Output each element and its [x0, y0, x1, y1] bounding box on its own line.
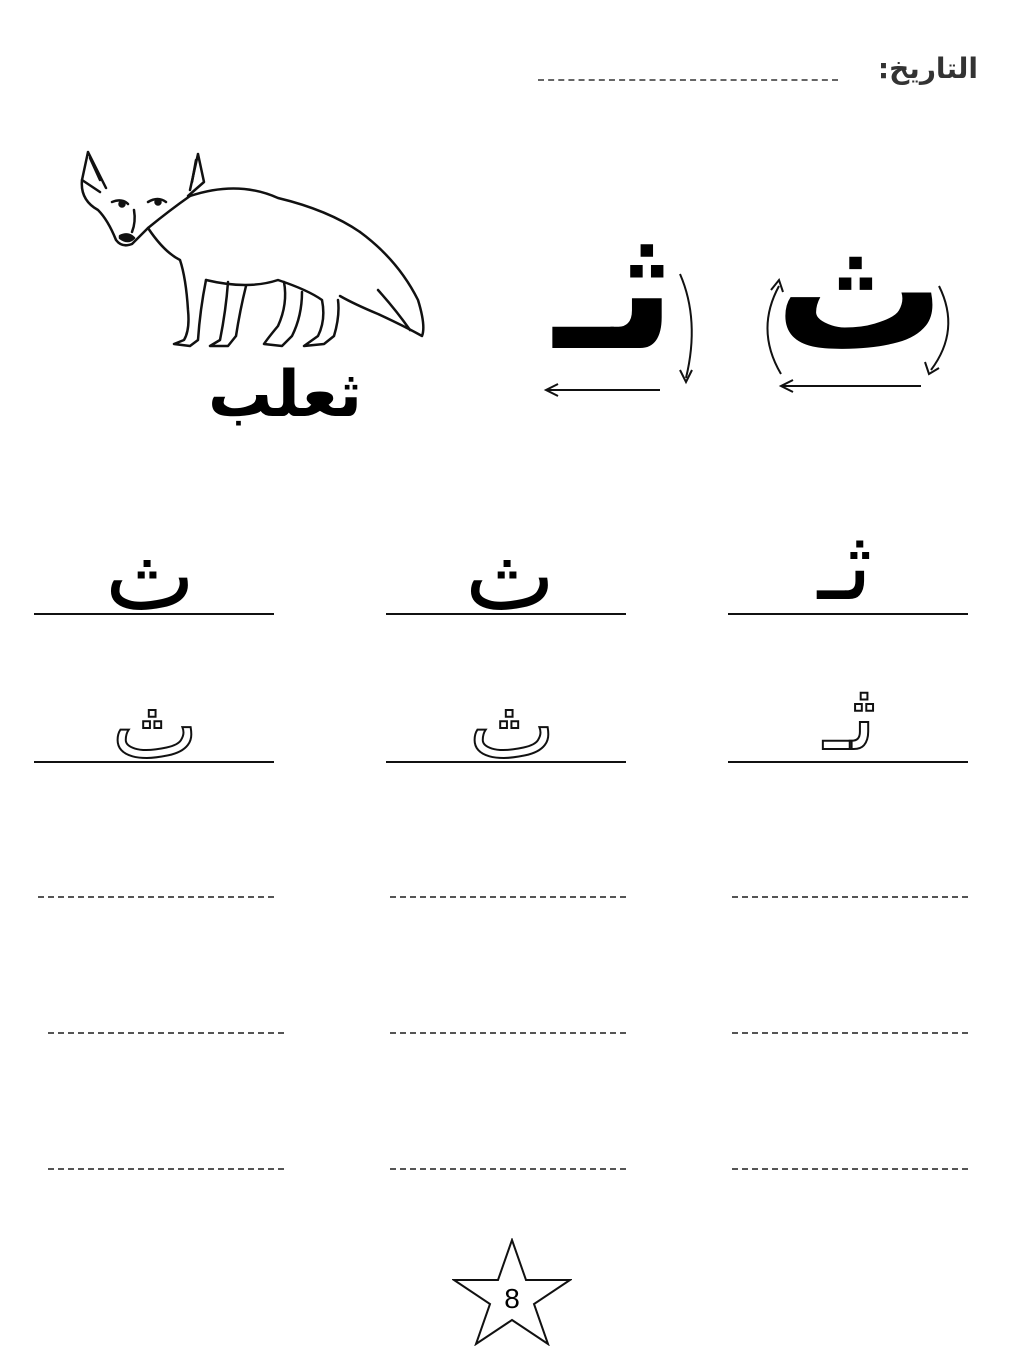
writing-line [386, 761, 626, 763]
practice-line[interactable] [732, 896, 968, 898]
writing-line [728, 761, 968, 763]
writing-line [728, 613, 968, 615]
letter-isolated-large: ث [774, 191, 946, 389]
reference-letter-3: ثـ [817, 510, 873, 622]
stroke-direction-arrow-icon [540, 270, 710, 400]
fox-illustration [78, 140, 428, 355]
practice-line[interactable] [732, 1168, 968, 1170]
date-label: التاريخ: [877, 52, 978, 85]
writing-line [34, 613, 274, 615]
trace-letter-2[interactable]: ث [468, 672, 556, 779]
practice-line[interactable] [390, 1032, 626, 1034]
practice-line[interactable] [38, 896, 274, 898]
stroke-direction-arrow-icon [755, 270, 965, 400]
reference-letter-1: ث [104, 520, 196, 632]
reference-letter-2: ث [464, 520, 556, 632]
trace-letter-1[interactable]: ث [111, 672, 199, 779]
practice-line[interactable] [390, 1168, 626, 1170]
trace-letter-3[interactable]: ثـ [823, 664, 877, 771]
date-input-line[interactable] [538, 79, 838, 81]
word-fox: ثعلب [207, 358, 363, 432]
writing-line [34, 761, 274, 763]
practice-line[interactable] [48, 1032, 284, 1034]
writing-line [386, 613, 626, 615]
practice-line[interactable] [390, 896, 626, 898]
page-number: 8 [504, 1283, 520, 1314]
letter-medial-large: ثـ [554, 191, 676, 389]
practice-line[interactable] [732, 1032, 968, 1034]
practice-line[interactable] [48, 1168, 284, 1170]
